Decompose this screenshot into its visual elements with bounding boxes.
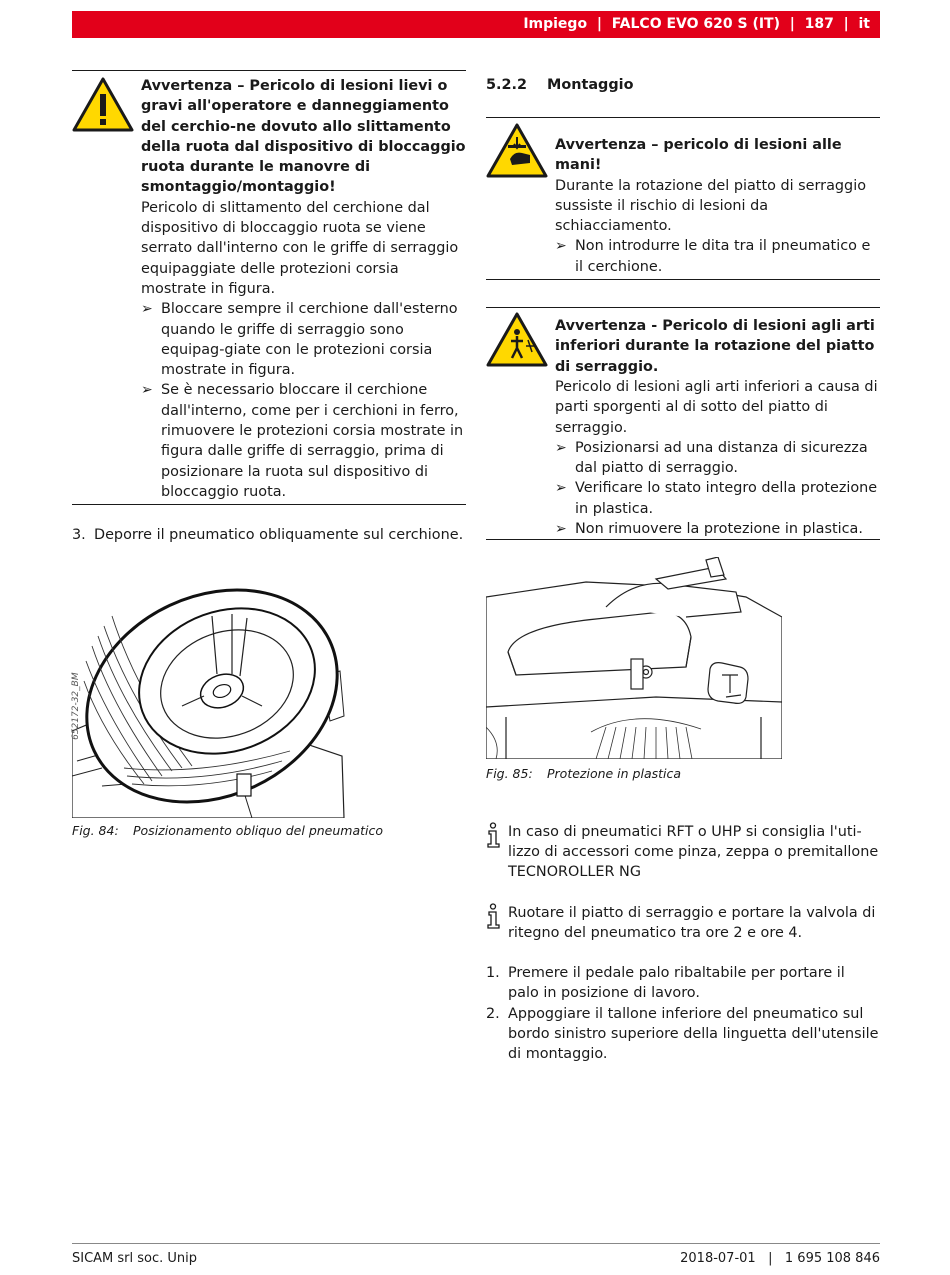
header-page-number: 187 [804, 16, 834, 33]
warning-box-hands [486, 117, 880, 280]
warning-bullets [555, 236, 880, 277]
warning-title: Avvertenza – pericolo di lesioni alle mani! [555, 137, 842, 174]
warning-bullet: ➢ Non rimuovere la protezione in plastica. [555, 519, 880, 539]
section-title: Montaggio [547, 76, 634, 93]
figure-code-label: 652172-32_BM [70, 671, 81, 740]
warning-bullet: ➢ Posizionarsi ad una distanza di sicurezza dal piatto di serraggio. [555, 438, 880, 479]
header-section: Impiego [523, 16, 588, 33]
hand-crush-warning-icon [486, 123, 548, 184]
step-number: 2. [486, 1005, 500, 1022]
step-3 [72, 525, 466, 545]
info-icon [486, 822, 508, 883]
page-header-bar [72, 11, 880, 38]
warning-box-wheel-slip [72, 70, 466, 505]
warning-bullet: ➢ Non introdurre le dita tra il pneumatico e il cerchione. [555, 236, 880, 277]
section-number: 5.2.2 [486, 76, 527, 93]
footer-date: 2018-07-01 [680, 1251, 756, 1266]
warning-bullet: ➢ Se è necessario bloccare il cerchione dall'interno, come per i cerchioni in ferro, rimuovere le protezioni corsia mostrate in figura dalle griffe di serraggio, prima di posizionare la ruota sul dispositivo di bloccaggio ruota. [141, 380, 466, 502]
footer-doc-number: 1 695 108 846 [784, 1251, 880, 1266]
warning-triangle-icon [72, 77, 134, 138]
warning-body: Pericolo di lesioni agli arti inferiori a causa di parti sporgenti al di sotto del piatto di serraggio. [555, 378, 878, 436]
info-text: In caso di pneumatici RFT o UHP si consiglia l'uti-lizzo di accessori come pinza, zeppa o premitallone TECNOROLLER NG [508, 823, 879, 881]
figure-85-caption [486, 764, 880, 784]
step-text: Premere il pedale palo ribaltabile per portare il palo in posizione di lavoro. [508, 965, 845, 1002]
info-icon [486, 903, 508, 944]
header-sep: | [843, 16, 849, 33]
step-1 [486, 963, 880, 1004]
info-text: Ruotare il piatto di serraggio e portare la valvola di ritegno del pneumatico tra ore 2 e ore 4. [508, 904, 876, 941]
steps-list [486, 963, 880, 1064]
footer-sep: | [768, 1251, 773, 1266]
step-text: Appoggiare il tallone inferiore del pneumatico sul bordo sinistro superiore della linguetta dell'utensile di montaggio. [508, 1005, 879, 1063]
figure-number: Fig. 84: [72, 822, 119, 838]
footer-company: SICAM srl soc. Unip [72, 1251, 198, 1266]
warning-bullet: ➢ Bloccare sempre il cerchione dall'esterno quando le griffe di serraggio sono equipag-giate con le protezioni corsia mostrate in figura. [141, 299, 466, 380]
warning-bullets [141, 299, 466, 502]
figure-84-caption [72, 821, 466, 841]
warning-box-legs [486, 307, 880, 540]
footer-divider [72, 1243, 880, 1244]
warning-body: Pericolo di slittamento del cerchione dal dispositivo di bloccaggio ruota se viene serrato dall'interno con le griffe di serraggio equipaggiate delle protezioni corsia mostrate in figura. [141, 199, 459, 297]
warning-title: Avvertenza - Pericolo di lesioni agli arti inferiori durante la rotazione del piatto di serraggio. [555, 318, 875, 375]
left-column [72, 70, 466, 841]
figure-caption: Protezione in plastica [547, 766, 682, 782]
header-sep: | [596, 16, 602, 33]
figure-caption: Posizionamento obliquo del pneumatico [133, 822, 384, 838]
step-text: Deporre il pneumatico obliquamente sul cerchione. [94, 527, 464, 544]
step-number: 1. [486, 965, 500, 982]
figure-84-image [72, 556, 352, 818]
figure-85-image [486, 557, 782, 759]
info-note [486, 822, 880, 883]
step-2 [486, 1004, 880, 1065]
warning-bullet: ➢ Verificare lo stato integro della protezione in plastica. [555, 478, 880, 519]
info-note [486, 903, 880, 944]
section-heading [486, 70, 880, 100]
warning-body: Durante la rotazione del piatto di serraggio sussiste il rischio di lesioni da schiacciamento. [555, 177, 866, 235]
right-column [486, 70, 880, 1065]
header-language: it [858, 16, 870, 33]
warning-title: Avvertenza – Pericolo di lesioni lievi o gravi all'operatore e danneggiamento del cerchio-ne dovuto allo slittamento della ruota dal dispositivo di bloccaggio ruota durante le manovre di smontaggio/montaggio! [141, 78, 466, 196]
warning-bullets [555, 438, 880, 539]
footer-doc-info [680, 1249, 880, 1269]
step-number: 3. [72, 527, 86, 544]
foot-injury-warning-icon [486, 312, 548, 373]
header-sep: | [789, 16, 795, 33]
figure-number: Fig. 85: [486, 766, 533, 782]
header-product: FALCO EVO 620 S (IT) [611, 16, 781, 33]
